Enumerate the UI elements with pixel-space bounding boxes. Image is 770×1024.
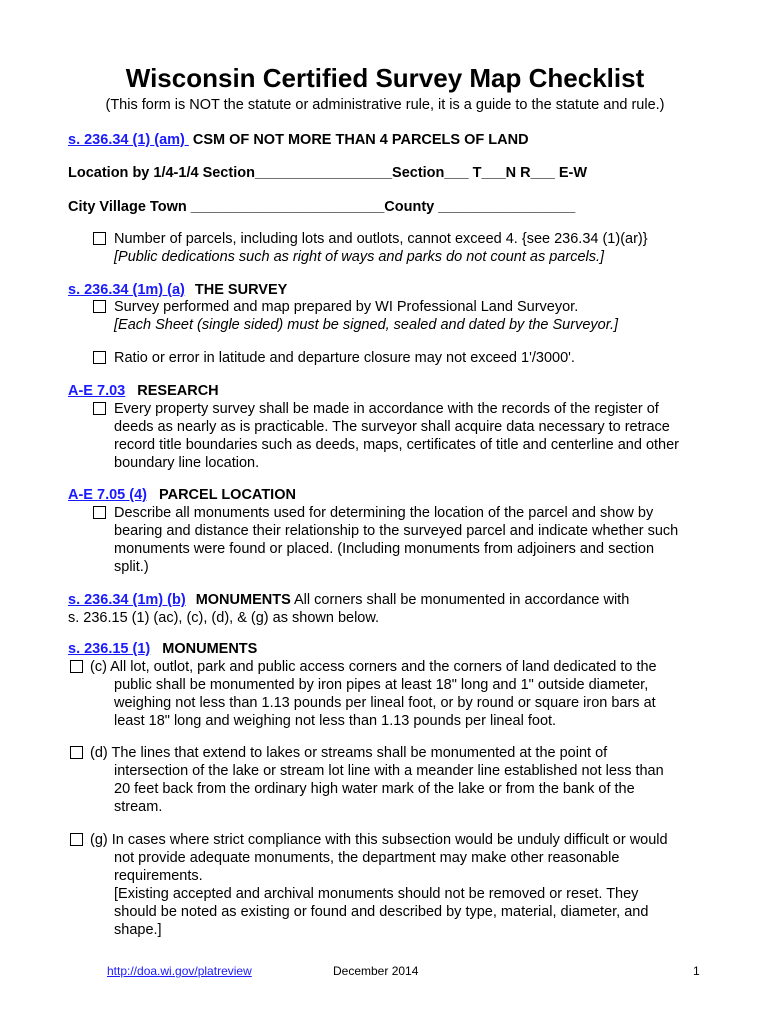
item-d-line: 20 feet back from the ordinary high water mark of the lake or from the bank of the — [114, 781, 635, 797]
item-location-line: split.) — [114, 559, 149, 575]
item-survey-line2: [Each Sheet (single sided) must be signed, sealed and dated by the Surveyor.] — [114, 317, 619, 333]
monuments-intro-text-2: s. 236.15 (1) (ac), (c), (d), & (g) as shown below. — [68, 610, 380, 626]
item-g-line: (g) In cases where strict compliance with this subsection would be unduly difficult or would — [90, 832, 668, 848]
item-d-line: stream. — [114, 799, 163, 815]
item-location-line: bearing and distance their relationship to the surveyed parcel and indicate whether such — [114, 523, 679, 539]
item-research-line: deeds as nearly as is practicable. The surveyor shall acquire data necessary to retrace — [114, 419, 670, 435]
statute-link-236-15-1[interactable]: s. 236.15 (1) — [68, 641, 151, 657]
statute-link-236-34-1m-a[interactable]: s. 236.34 (1m) (a) — [68, 282, 185, 298]
item-d-line: (d) The lines that extend to lakes or streams shall be monumented at the point of — [90, 745, 608, 761]
item-g-line: requirements. — [114, 868, 203, 884]
item-c-line: public shall be monumented by iron pipes at least 18" long and 1" outside diameter, — [114, 677, 649, 693]
section-heading-monuments: MONUMENTS — [195, 592, 291, 608]
item-location-line: Describe all monuments used for determining the location of the parcel and show by — [114, 505, 654, 521]
item-parcel-location — [114, 504, 678, 576]
section-monuments-intro — [68, 591, 629, 609]
section-heading-monuments-2: MONUMENTS — [162, 641, 258, 657]
section-heading-parcel-location: PARCEL LOCATION — [159, 487, 296, 503]
item-c-line: weighing not less than 1.13 pounds per lineal foot, or by round or square iron bars at — [114, 695, 656, 711]
item-monuments-d — [90, 744, 664, 816]
checkbox-survey[interactable] — [93, 300, 106, 313]
item-parcels-line2: [Public dedications such as right of ways and parks do not count as parcels.] — [114, 249, 605, 265]
item-c-line: least 18" long and weighing not less than 1.13 pounds per lineal foot. — [114, 713, 557, 729]
checkbox-parcel-location[interactable] — [93, 506, 106, 519]
item-research-line: boundary line location. — [114, 455, 260, 471]
item-research-line: Every property survey shall be made in accordance with the records of the register of — [114, 401, 659, 417]
item-parcels — [114, 230, 648, 266]
item-research-line: record title boundaries such as deeds, maps, certificates of title and centerline and other — [114, 437, 680, 453]
section-survey — [68, 281, 287, 299]
section-research — [68, 382, 219, 400]
footer-page-number: 1 — [693, 964, 700, 978]
section-csm — [68, 131, 529, 149]
section-heading-survey: THE SURVEY — [194, 282, 288, 298]
statute-link-236-34-1m-b[interactable]: s. 236.34 (1m) (b) — [68, 592, 186, 608]
document-title: Wisconsin Certified Survey Map Checklist — [125, 63, 645, 93]
rule-link-ae-7-03[interactable]: A-E 7.03 — [68, 383, 126, 399]
section-parcel-location — [68, 486, 296, 504]
item-parcels-line1: Number of parcels, including lots and outlots, cannot exceed 4. {see 236.34 (1)(ar)} — [114, 231, 648, 247]
item-g-line: should be noted as existing or found and described by type, material, diameter, and — [114, 904, 649, 920]
checkbox-monuments-g[interactable] — [70, 833, 83, 846]
document-subtitle: (This form is NOT the statute or administrative rule, it is a guide to the statute and rule.) — [105, 97, 665, 113]
rule-link-ae-7-05-4[interactable]: A-E 7.05 (4) — [68, 487, 147, 503]
footer-date: December 2014 — [333, 964, 419, 978]
item-ratio: Ratio or error in latitude and departure closure may not exceed 1'/3000'. — [114, 350, 575, 366]
checkbox-monuments-d[interactable] — [70, 746, 83, 759]
section-heading-csm: CSM OF NOT MORE THAN 4 PARCELS OF LAND — [192, 132, 529, 148]
location-line: Location by 1/4-1/4 Section_________________Section___ T___N R___ E-W — [68, 165, 588, 181]
footer-url-link[interactable]: http://doa.wi.gov/platreview — [107, 964, 252, 978]
checkbox-parcels[interactable] — [93, 232, 106, 245]
item-g-line: not provide adequate monuments, the department may make other reasonable — [114, 850, 620, 866]
monuments-intro-text: All corners shall be monumented in accordance with — [290, 592, 630, 608]
item-survey-line1: Survey performed and map prepared by WI Professional Land Surveyor. — [114, 299, 579, 315]
item-research — [114, 400, 679, 472]
item-survey — [114, 298, 618, 334]
item-d-line: intersection of the lake or stream lot line with a meander line established not less than — [114, 763, 664, 779]
item-location-line: monuments were found or placed. (Including monuments from adjoiners and section — [114, 541, 655, 557]
item-g-line: [Existing accepted and archival monuments should not be removed or reset. They — [114, 886, 639, 902]
item-g-line: shape.] — [114, 922, 162, 938]
statute-link-236-34-1-am[interactable]: s. 236.34 (1) (am) — [68, 132, 189, 148]
checkbox-research[interactable] — [93, 402, 106, 415]
item-monuments-g — [90, 831, 668, 939]
section-monuments-236-15 — [68, 640, 257, 658]
checkbox-ratio[interactable] — [93, 351, 106, 364]
item-c-line: (c) All lot, outlot, park and public access corners and the corners of land dedicated to the — [90, 659, 657, 675]
checkbox-monuments-c[interactable] — [70, 660, 83, 673]
item-monuments-c — [90, 658, 657, 730]
city-village-town-line: City Village Town ________________________County _________________ — [68, 199, 576, 215]
section-heading-research: RESEARCH — [137, 383, 219, 399]
